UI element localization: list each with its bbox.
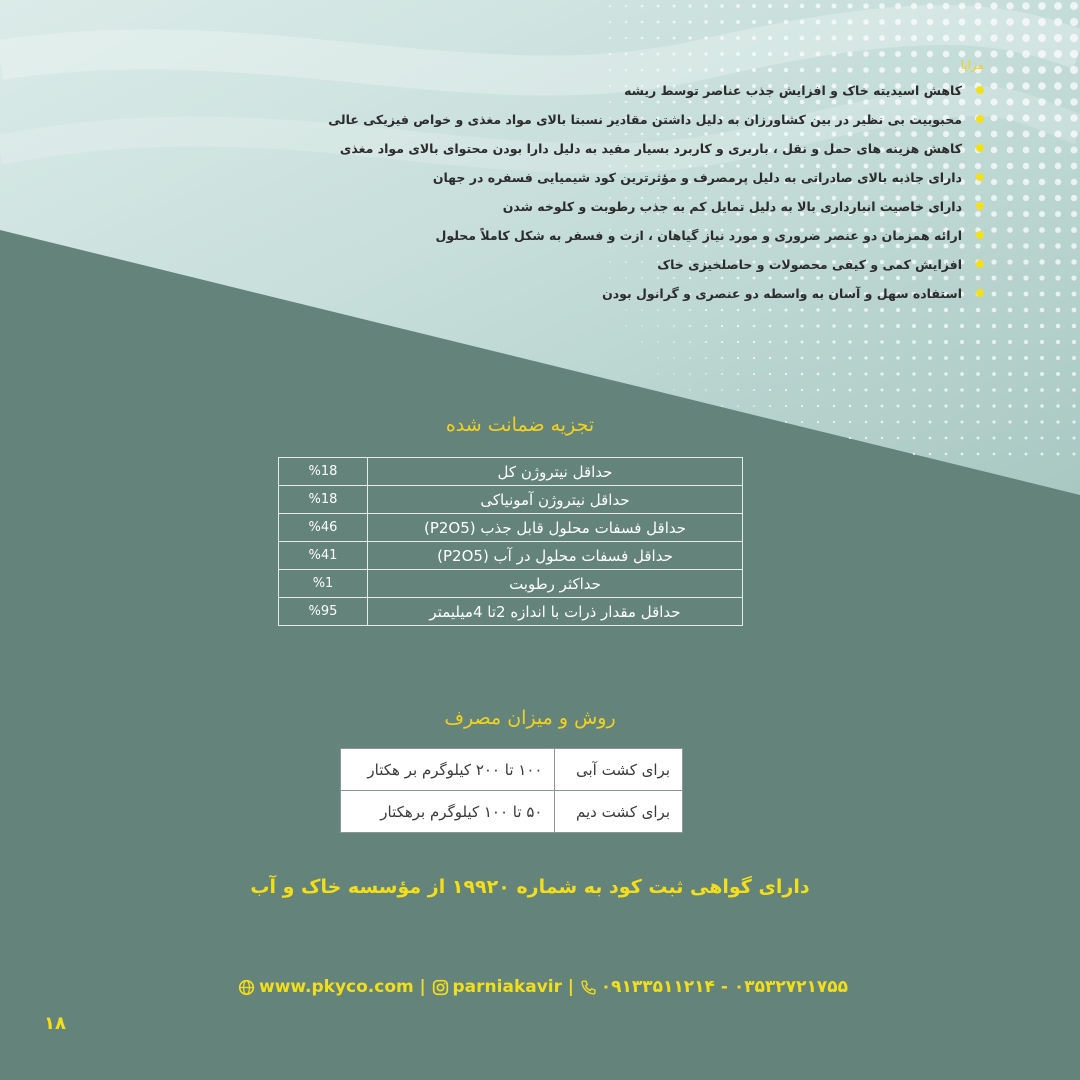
- phone-icon: [580, 979, 597, 996]
- usage-title: روش و میزان مصرف: [444, 707, 616, 729]
- analysis-name: حداقل نیتروژن آمونیاکی: [368, 486, 743, 514]
- list-item: دارای خاصیت انبارداری بالا به دلیل تمایل کم به جذب رطوبت و کلوخه شدن: [224, 192, 984, 221]
- usage-label: برای کشت آبی: [555, 749, 683, 791]
- advantages-title: مزایا: [960, 58, 984, 72]
- list-item: دارای جاذبه بالای صادراتی به دلیل پرمصرف و مؤثرترین کود شیمیایی فسفره در جهان: [224, 163, 984, 192]
- analysis-title: تجزیه ضمانت شده: [445, 414, 595, 436]
- separator: |: [419, 977, 426, 997]
- analysis-name: حداقل فسفات محلول در آب (P2O5): [368, 542, 743, 570]
- bullet-icon: [976, 115, 984, 123]
- usage-label: برای کشت دیم: [555, 791, 683, 833]
- table-row: [279, 542, 743, 570]
- bullet-icon: [976, 144, 984, 152]
- analysis-name: حداکثر رطوبت: [368, 570, 743, 598]
- table-row: [279, 486, 743, 514]
- advantages-list: [224, 76, 984, 308]
- page-number: ۱۸: [44, 1013, 66, 1034]
- table-row: [279, 598, 743, 626]
- analysis-value: %18: [279, 486, 368, 514]
- advantages-section: [224, 58, 984, 308]
- analysis-name: حداقل نیتروژن کل: [368, 458, 743, 486]
- list-item: کاهش اسیدیته خاک و افزایش جذب عناصر توسط ریشه: [224, 76, 984, 105]
- usage-rate: ۵۰ تا ۱۰۰ کیلوگرم برهکتار: [341, 791, 555, 833]
- website-link[interactable]: www.pkyco.com: [238, 977, 414, 997]
- bullet-icon: [976, 231, 984, 239]
- analysis-value: %41: [279, 542, 368, 570]
- list-item: استفاده سهل و آسان به واسطه دو عنصری و گرانول بودن: [224, 279, 984, 308]
- table-row: [279, 458, 743, 486]
- table-row: [341, 791, 683, 833]
- list-item: محبوبیت بی نظیر در بین کشاورزان به دلیل داشتن مقادیر نسبتا بالای مواد مغذی و خواص فیزیکی عالی: [224, 105, 984, 134]
- bullet-icon: [976, 260, 984, 268]
- footer-contact: [238, 975, 848, 999]
- instagram-link[interactable]: parniakavir: [432, 977, 563, 997]
- bullet-icon: [976, 289, 984, 297]
- table-row: [341, 749, 683, 791]
- analysis-table: [278, 457, 743, 626]
- list-item: کاهش هزینه های حمل و نقل ، باربری و کاربرد بسیار مفید به دلیل دارا بودن محتوای بالای مواد مغذی: [224, 134, 984, 163]
- separator: |: [567, 977, 575, 997]
- analysis-value: %46: [279, 514, 368, 542]
- table-row: [279, 570, 743, 598]
- bullet-icon: [976, 173, 984, 181]
- phone-link[interactable]: ۰۹۱۳۳۵۱۱۲۱۴ - ۰۳۵۳۲۷۲۱۷۵۵: [580, 977, 848, 997]
- table-row: [279, 514, 743, 542]
- analysis-value: %95: [279, 598, 368, 626]
- bullet-icon: [976, 86, 984, 94]
- list-item: ارائه همزمان دو عنصر ضروری و مورد نیاز گیاهان ، ازت و فسفر به شکل کاملاً محلول: [224, 221, 984, 250]
- usage-table: [340, 748, 683, 833]
- analysis-name: حداقل فسفات محلول قابل جذب (P2O5): [368, 514, 743, 542]
- analysis-value: %18: [279, 458, 368, 486]
- usage-rate: ۱۰۰ تا ۲۰۰ کیلوگرم بر هکتار: [341, 749, 555, 791]
- globe-icon: [238, 979, 255, 996]
- analysis-name: حداقل مقدار ذرات با اندازه 2تا 4میلیمتر: [368, 598, 743, 626]
- bullet-icon: [976, 202, 984, 210]
- instagram-icon: [432, 979, 449, 996]
- list-item: افزایش کمی و کیفی محصولات و حاصلخیزی خاک: [224, 250, 984, 279]
- certificate-text: دارای گواهی ثبت کود به شماره ۱۹۹۲۰ از مؤسسه خاک و آب: [250, 876, 810, 898]
- analysis-value: %1: [279, 570, 368, 598]
